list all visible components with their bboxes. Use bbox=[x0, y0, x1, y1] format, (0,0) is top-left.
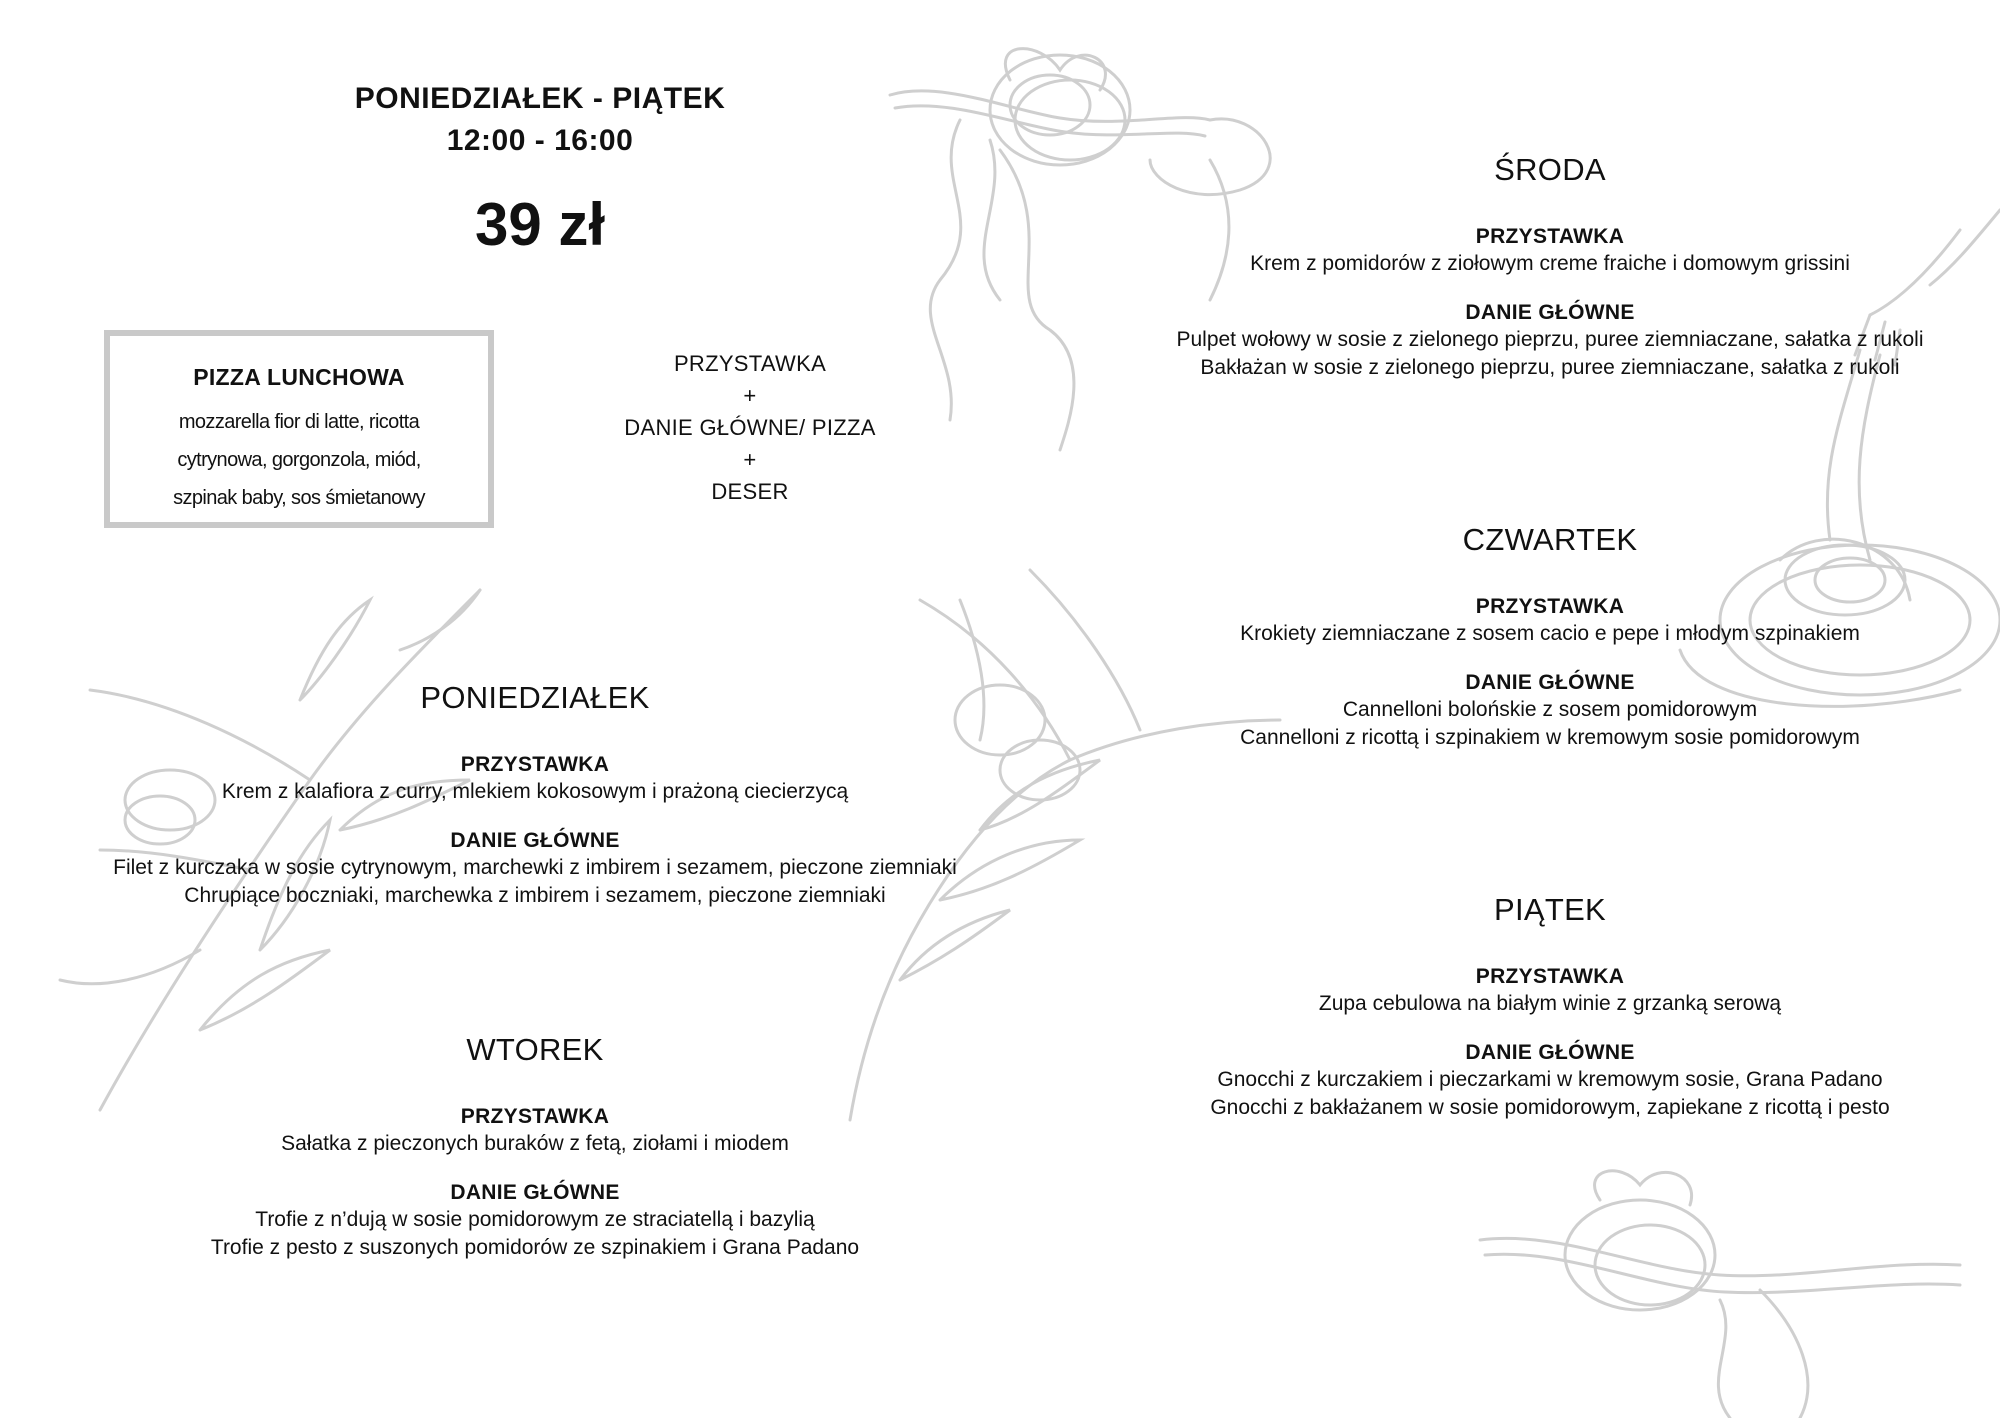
starter-label: PRZYSTAWKA bbox=[460, 753, 610, 776]
main-dish-vegetarian: Cannelloni z ricottą i szpinakiem w kremowym sosie pomidorowym bbox=[1240, 726, 1860, 749]
lunch-price: 39 zł bbox=[474, 191, 606, 258]
starter-dish: Sałatka z pieczonych buraków z fetą, ziołami i miodem bbox=[281, 1132, 789, 1155]
day-title: WTOREK bbox=[466, 1032, 604, 1067]
main-dish: Filet z kurczaka w sosie cytrynowym, marchewki z imbirem i sezamem, pieczone ziemniaki bbox=[113, 856, 957, 879]
day-title: CZWARTEK bbox=[1462, 522, 1638, 557]
starter-dish: Krem z pomidorów z ziołowym creme fraiche i domowym grissini bbox=[1250, 252, 1850, 275]
combo-dessert: DESER bbox=[711, 479, 789, 504]
pasta-fork-illustration-bottom bbox=[1480, 1171, 1960, 1418]
combo-starter: PRZYSTAWKA bbox=[673, 351, 827, 376]
pizza-special-box bbox=[104, 330, 494, 528]
combo-plus: + bbox=[743, 383, 757, 408]
starter-dish: Krem z kalafiora z curry, mlekiem kokosowym i prażoną ciecierzycą bbox=[221, 780, 849, 803]
day-title: PIĄTEK bbox=[1493, 892, 1607, 927]
day-title: PONIEDZIAŁEK bbox=[420, 680, 650, 715]
main-dish-vegetarian: Gnocchi z bakłażanem w sosie pomidorowym, zapiekane z ricottą i pesto bbox=[1210, 1096, 1890, 1119]
day-section-wednesday bbox=[1090, 150, 2000, 382]
starter-dish: Krokiety ziemniaczane z sosem cacio e pepe i młodym szpinakiem bbox=[1240, 622, 1860, 645]
day-section-thursday bbox=[1090, 520, 2000, 752]
main-dish-vegetarian: Bakłażan w sosie z zielonego pieprzu, puree ziemniaczane, sałatka z rukoli bbox=[1200, 356, 1900, 379]
main-dish: Pulpet wołowy w sosie z zielonego pieprzu, puree ziemniaczane, sałatka z rukoli bbox=[1176, 328, 1924, 351]
pizza-description: mozzarella fior di latte, ricotta cytrynowa, gorgonzola, miód, szpinak baby, sos śmietanowy bbox=[173, 411, 425, 509]
main-dish-vegetarian: Trofie z pesto z suszonych pomidorów ze szpinakiem i Grana Padano bbox=[210, 1236, 860, 1259]
starter-dish: Zupa cebulowa na białym winie z grzanką serową bbox=[1318, 992, 1782, 1015]
day-section-monday bbox=[100, 678, 970, 910]
starter-label: PRZYSTAWKA bbox=[1475, 965, 1625, 988]
main-dish-vegetarian: Chrupiące boczniaki, marchewka z imbirem i sezamem, pieczone ziemniaki bbox=[184, 884, 886, 907]
main-label: DANIE GŁÓWNE bbox=[1465, 1041, 1635, 1064]
lunch-hours-header bbox=[290, 78, 790, 162]
day-section-friday bbox=[1090, 890, 2000, 1122]
starter-label: PRZYSTAWKA bbox=[460, 1105, 610, 1128]
pizza-title: PIZZA LUNCHOWA bbox=[193, 364, 405, 390]
lunch-combo bbox=[600, 348, 900, 508]
day-section-tuesday bbox=[100, 1030, 970, 1262]
main-label: DANIE GŁÓWNE bbox=[1465, 301, 1635, 324]
lunch-hours: 12:00 - 16:00 bbox=[446, 124, 634, 157]
day-title: ŚRODA bbox=[1494, 152, 1606, 187]
main-dish: Trofie z n’dują w sosie pomidorowym ze straciatellą i bazylią bbox=[255, 1208, 815, 1231]
main-dish: Gnocchi z kurczakiem i pieczarkami w kremowym sosie, Grana Padano bbox=[1217, 1068, 1883, 1091]
starter-label: PRZYSTAWKA bbox=[1475, 595, 1625, 618]
lunch-days: PONIEDZIAŁEK - PIĄTEK bbox=[354, 82, 726, 115]
main-label: DANIE GŁÓWNE bbox=[450, 829, 620, 852]
main-label: DANIE GŁÓWNE bbox=[450, 1181, 620, 1204]
main-dish: Cannelloni bolońskie z sosem pomidorowym bbox=[1342, 698, 1758, 721]
combo-main: DANIE GŁÓWNE/ PIZZA bbox=[624, 415, 876, 440]
main-label: DANIE GŁÓWNE bbox=[1465, 671, 1635, 694]
starter-label: PRZYSTAWKA bbox=[1475, 225, 1625, 248]
combo-plus: + bbox=[743, 447, 757, 472]
